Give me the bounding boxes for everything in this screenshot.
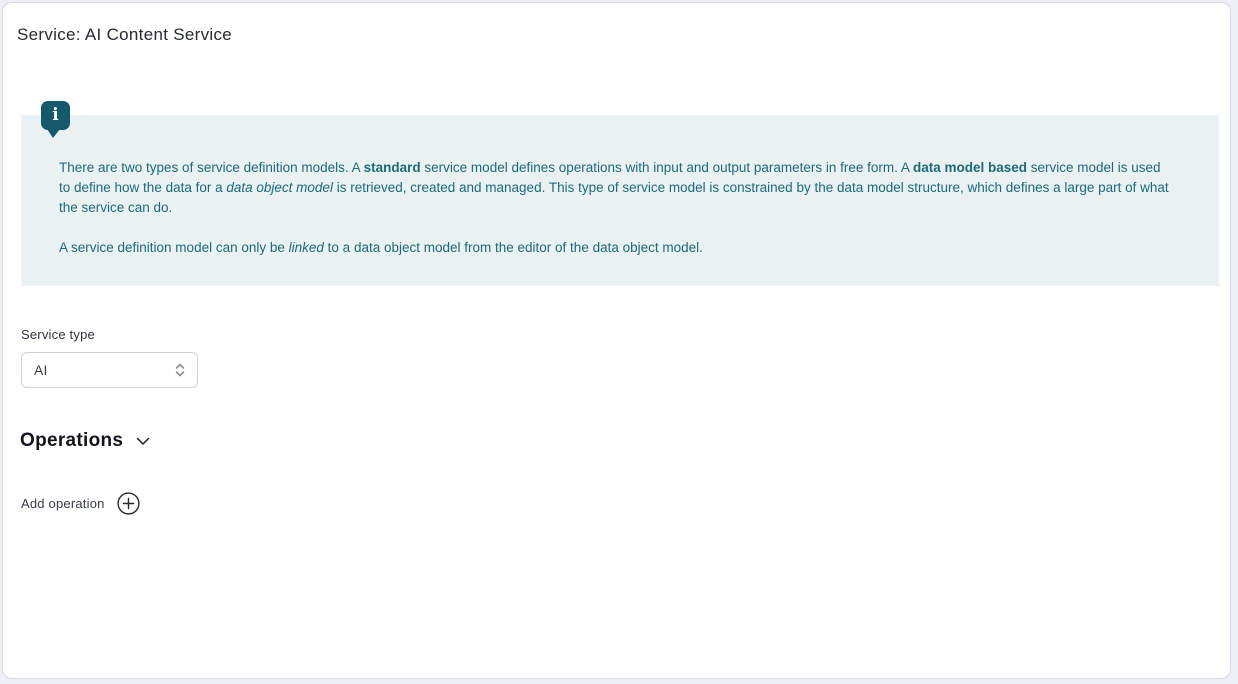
page-title: Service: AI Content Service [17,25,233,44]
service-editor-panel [2,2,1231,679]
info-text: service model defines operations with input and output parameters in free form. A [420,160,913,175]
info-paragraph-2 [59,238,1169,258]
info-text-italic: data object model [226,180,333,195]
add-operation-label: Add operation [21,496,105,511]
info-text: service model is used to define how the data for a [59,160,1161,195]
info-callout [3,104,1230,286]
info-paragraph-1 [59,158,1169,218]
info-icon [41,101,70,130]
info-text-bold: standard [363,160,421,175]
service-type-select[interactable] [21,352,198,388]
operations-section-header [20,430,1230,452]
info-text: to a data object model from the editor of the data object model. [323,240,703,255]
plus-circle-icon [117,492,140,515]
operations-heading: Operations [20,430,124,451]
info-text: A service definition model can only be [59,240,289,255]
info-icon-glyph: i [52,104,59,125]
info-text-italic: linked [288,240,324,255]
info-box [21,115,1219,286]
updown-chevron-icon [173,361,187,379]
service-type-label: Service type [21,327,95,342]
info-text: is retrieved, created and managed. This type of service model is constrained by the data model structure, which defines a large part of what the service can do. [59,180,1169,215]
service-type-value: AI [34,362,48,378]
info-text: There are two types of service definition models. A [59,160,364,175]
chevron-down-icon[interactable] [133,431,153,451]
add-operation-button[interactable] [21,492,140,515]
info-text-bold: data model based [912,160,1027,175]
service-type-field [21,327,1230,388]
